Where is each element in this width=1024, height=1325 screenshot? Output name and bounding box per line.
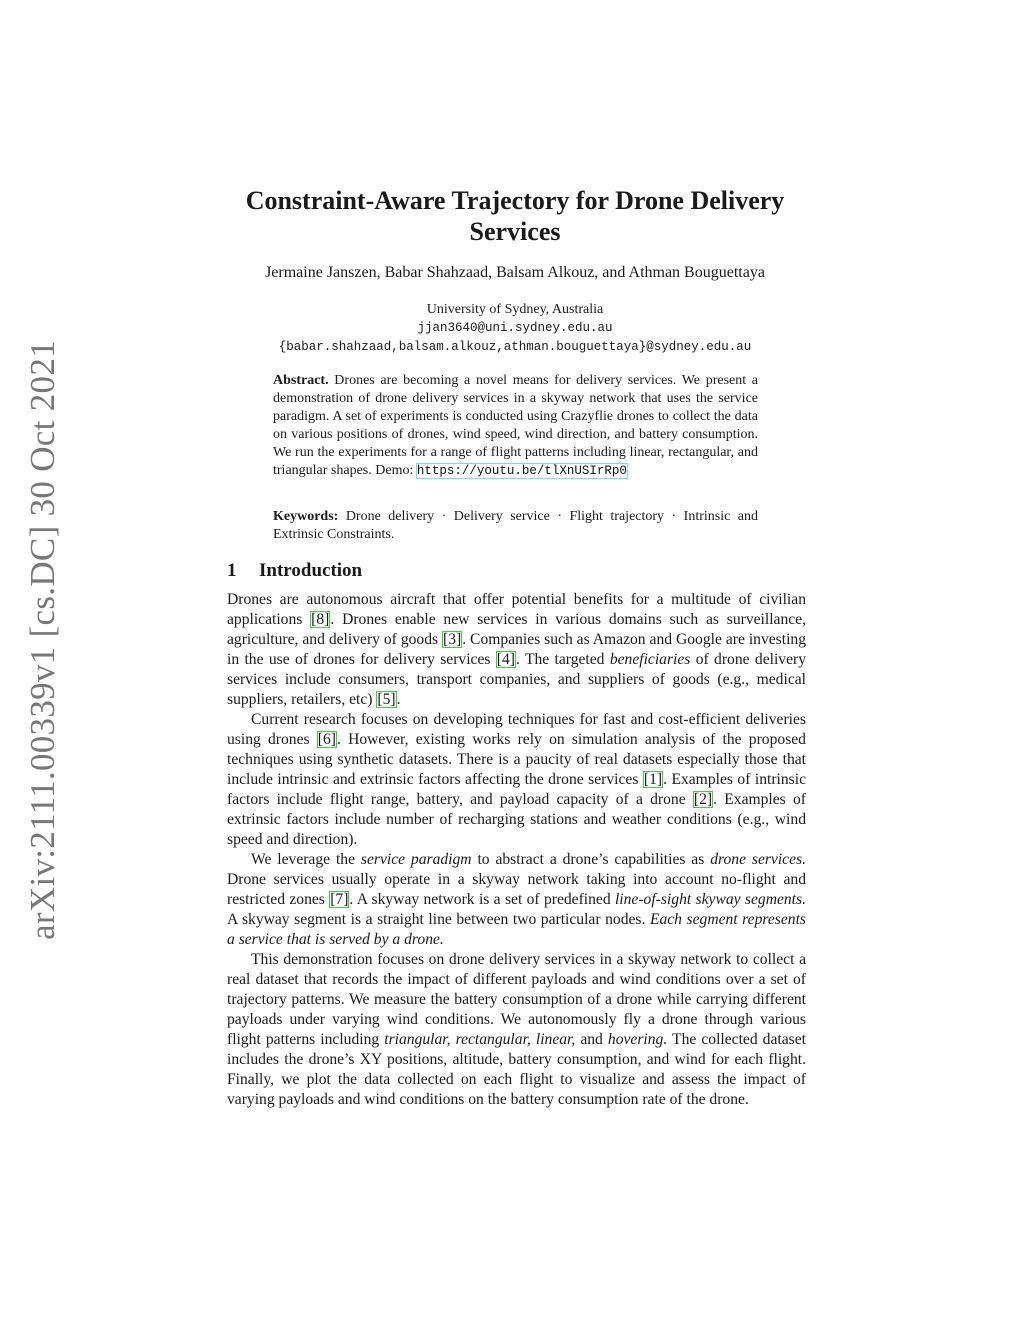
citation-6[interactable]: [6] [317,731,336,748]
email-primary: jjan3640@uni.sydney.edu.au [417,321,613,335]
section-body [227,590,806,1110]
text-run: . The targeted [515,651,610,668]
text-run: Drones are autonomous aircraft that offer potential benefits for a multitude of civilian applications [227,591,806,628]
paragraph-3 [227,850,806,950]
paper-title [200,185,830,247]
title-line-1: Constraint-Aware Trajectory for Drone Delivery [245,186,785,215]
text-run: This demonstration focuses on drone delivery services in a skyway network to collect a real dataset that records the impact of different payloads and wind conditions over a set of trajectory patterns. We measure the battery consumption of a drone while carrying different payloads under varying wind conditions. We autonomously fly a drone through various flight patterns including [227,951,806,1048]
emphasis: hovering. [607,1031,668,1048]
section-title: Introduction [259,560,363,581]
section-number: 1 [227,560,237,581]
keywords [273,508,758,544]
text-run: Drone services usually operate in a skyway network taking into account no-flight and restricted zones [227,871,806,908]
emphasis: triangular, rectangular, linear, [384,1031,576,1048]
text-run: . Companies such as Amazon and Google are investing in the use of drones for delivery services [227,631,806,668]
abstract-text: Drones are becoming a novel means for delivery services. We present a demonstration of drone delivery services in a skyway network that uses the service paradigm. A set of experiments is conducted using Crazyflie drones to collect the data on various positions of drones, wind speed, wind direction, and battery consumption. We run the experiments for a range of flight patterns including linear, rectangular, and triangular shapes. Demo: [273,373,759,478]
citation-3[interactable]: [3] [443,631,462,648]
citation-4[interactable]: [4] [496,651,515,668]
affiliation: University of Sydney, Australia [426,302,604,317]
text-run: . However, existing works rely on simulation analysis of the proposed techniques using synthetic datasets. There is a paucity of real datasets especially those that include intrinsic and extrinsic factors affecting the drone services [227,731,806,788]
arxiv-identifier: arXiv:2111.00339v1 [cs.DC] 30 Oct 2021 [23,340,62,940]
text-run: . Drones enable new services in various domains such as surveillance, agriculture, and delivery of goods [227,611,807,648]
keywords-label: Keywords: [273,509,339,524]
text-run: and [575,1031,608,1048]
emphasis: line-of-sight skyway segments. [614,891,806,908]
citation-8[interactable]: [8] [311,611,330,628]
text-run: The collected dataset includes the drone’s XY positions, altitude, battery consumption, and wind for each flight. Finally, we plot the data collected on each flight to visualize and assess the impact of varying payloads and wind conditions on the battery consumption rate of the drone. [227,1031,806,1108]
citation-2[interactable]: [2] [693,791,713,808]
emphasis: drone services. [710,851,806,868]
text-run: . Examples of extrinsic factors include number of recharging stations and weather conditions (e.g., wind speed and direction). [227,791,806,848]
emphasis: Each segment represents a service that is served by a drone. [227,911,806,948]
text-run: Current research focuses on developing techniques for fast and cost-efficient deliveries using drones [227,711,806,748]
citation-5[interactable]: [5] [377,691,396,708]
title-line-2: Services [469,217,561,246]
citation-7[interactable]: [7] [330,891,349,908]
keywords-text: Drone delivery · Delivery service · Flight trajectory · Intrinsic and Extrinsic Constraints. [273,509,759,542]
paragraph-4 [227,950,806,1110]
text-run: . [396,691,401,708]
text-run: . Examples of intrinsic factors include flight range, battery, and payload capacity of a drone [227,771,806,808]
text-run: to abstract a drone’s capabilities as [471,851,711,868]
section-heading [227,560,807,582]
emphasis: beneficiaries [609,651,691,668]
citation-1[interactable]: [1] [643,771,663,788]
author-list: Jermaine Janszen, Babar Shahzaad, Balsam Alkouz, and Athman Bouguettaya [265,264,765,281]
affiliation-block [200,300,830,357]
text-run: . A skyway network is a set of predefined [349,891,615,908]
abstract-label: Abstract. [273,373,329,388]
demo-link[interactable]: https://youtu.be/tlXnUSIrRp0 [416,464,627,478]
text-run: of drone delivery services include consumers, transport companies, and suppliers of goods (e.g., medical suppliers, retailers, etc) [227,651,806,708]
paragraph-1 [227,590,806,710]
email-group: {babar.shahzaad,balsam.alkouz,athman.bouguettaya}@sydney.edu.au [278,340,752,354]
text-run: We leverage the [251,851,361,868]
abstract [273,372,758,480]
paragraph-2 [227,710,806,850]
text-run: A skyway segment is a straight line between two particular nodes. [227,911,650,928]
emphasis: service paradigm [360,851,472,868]
